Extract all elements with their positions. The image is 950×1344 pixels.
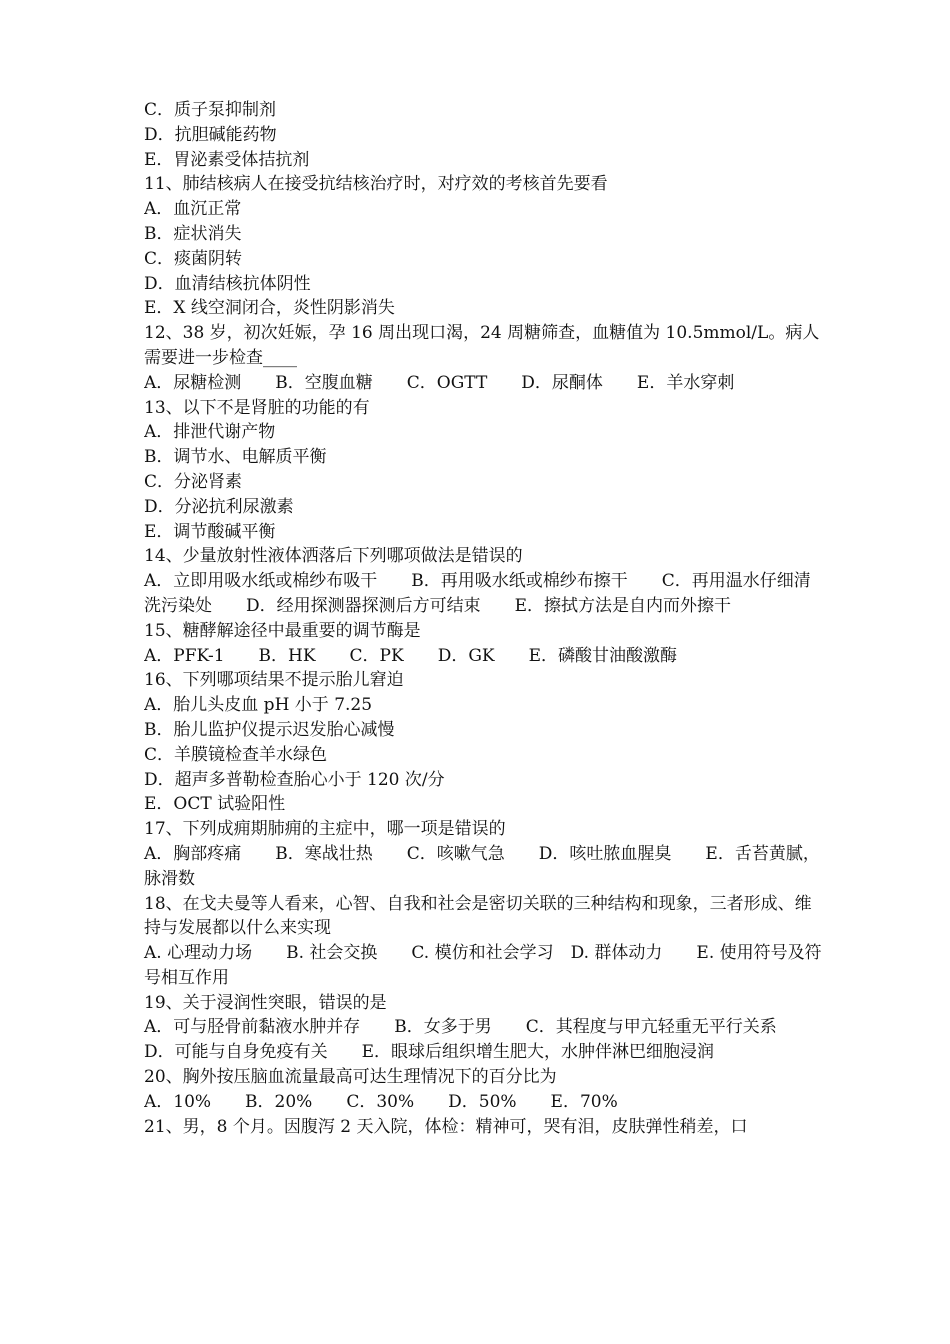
option-line: D．血清结核抗体阴性 — [144, 273, 311, 294]
options-row: A．PFK-1 B．HK C．PK D．GK E．磷酸甘油酸激酶 — [144, 645, 678, 666]
option-line: C．羊膜镜检查羊水绿色 — [144, 744, 328, 765]
option-line: D．抗胆碱能药物 — [144, 124, 277, 145]
option-line: E．胃泌素受体拮抗剂 — [144, 149, 310, 170]
question-16: 16、下列哪项结果不提示胎儿窘迫 — [144, 670, 404, 691]
options-row: A．尿糖检测 B．空腹血糖 C．OGTT D．尿酮体 E．羊水穿刺 — [144, 372, 735, 393]
options-paragraph: A．胸部疼痛 B．寒战壮热 C．咳嗽气急 D．咳吐脓血腥臭 E．舌苔黄腻，脉滑数 — [144, 843, 820, 889]
option-line: A．血沉正常 — [144, 199, 242, 220]
option-line: A．排泄代谢产物 — [144, 422, 276, 443]
option-line: D．超声多普勒检查胎心小于 120 次/分 — [144, 769, 445, 790]
question-12: 12、38 岁，初次妊娠，孕 16 周出现口渴，24 周糖筛查，血糖值为 10.5mmol/L。病人需要进一步检查____ — [144, 323, 820, 368]
options-paragraph: A．可与胫骨前黏液水肿并存 B．女多于男 C．其程度与甲亢轻重无平行关系 D．可能与自身免疫有关 E．眼球后组织增生肥大，水肿伴淋巴细胞浸润 — [144, 1017, 811, 1063]
option-line: B．胎儿监护仪提示迟发胎心减慢 — [144, 719, 395, 740]
option-line: E．OCT 试验阳性 — [144, 794, 286, 815]
option-line: E．调节酸碱平衡 — [144, 521, 276, 542]
question-18: 18、在戈夫曼等人看来，心智、自我和社会是密切关联的三种结构和现象，三者形成、维持与发展都以什么来实现 — [144, 893, 812, 939]
question-19: 19、关于浸润性突眼，错误的是 — [144, 992, 387, 1013]
question-13: 13、以下不是肾脏的功能的有 — [144, 397, 370, 418]
option-line: B．症状消失 — [144, 223, 242, 244]
option-line: A．胎儿头皮血 pH 小于 7.25 — [144, 695, 373, 716]
question-14: 14、少量放射性液体洒落后下列哪项做法是错误的 — [144, 546, 523, 567]
question-11: 11、肺结核病人在接受抗结核治疗时，对疗效的考核首先要看 — [144, 174, 608, 195]
options-paragraph: A. 心理动力场 B. 社会交换 C. 模仿和社会学习 D. 群体动力 E. 使用符号及符号相互作用 — [144, 943, 822, 988]
option-line: E．X 线空洞闭合，炎性阴影消失 — [144, 298, 395, 319]
option-line: C．分泌肾素 — [144, 471, 243, 492]
question-17: 17、下列成痈期肺痈的主症中，哪一项是错误的 — [144, 819, 506, 840]
question-21: 21、男，8 个月。因腹泻 2 天入院，体检：精神可，哭有泪，皮肤弹性稍差，口 — [144, 1116, 748, 1137]
document-page — [144, 98, 824, 1139]
option-line: C．痰菌阴转 — [144, 248, 243, 269]
question-20: 20、胸外按压脑血流量最高可达生理情况下的百分比为 — [144, 1067, 557, 1088]
options-paragraph: A．立即用吸水纸或棉纱布吸干 B．再用吸水纸或棉纱布擦干 C．再用温水仔细清洗污染处 D．经用探测器探测后方可结束 E．擦拭方法是自内而外擦干 — [144, 571, 811, 616]
option-line: D．分泌抗利尿激素 — [144, 496, 294, 517]
option-line: B．调节水、电解质平衡 — [144, 447, 327, 468]
option-line: C．质子泵抑制剂 — [144, 100, 277, 120]
options-row: A．10% B．20% C．30% D．50% E．70% — [144, 1091, 618, 1112]
question-15: 15、糖酵解途径中最重要的调节酶是 — [144, 620, 421, 641]
